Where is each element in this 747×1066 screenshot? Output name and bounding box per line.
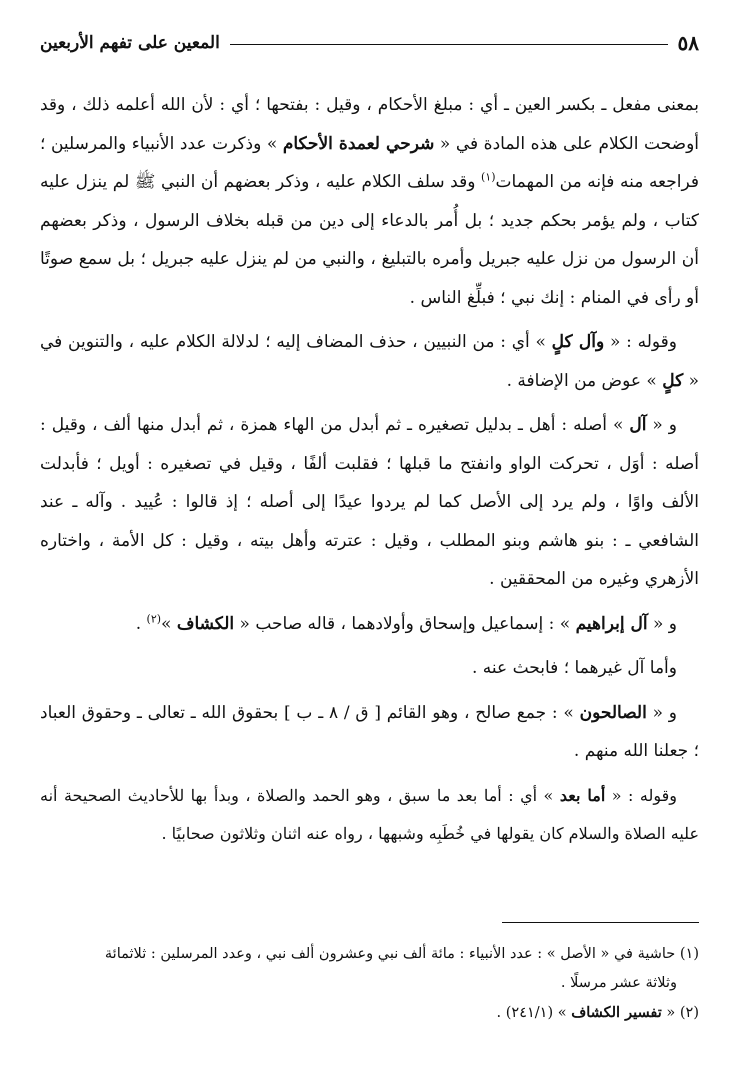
paragraph-4-text-e: »: [161, 613, 177, 634]
page-number: ٥٨: [677, 31, 699, 55]
paragraph-5: وأما آل غيرهما ؛ فابحث عنه .: [472, 658, 677, 678]
paragraph-7-text-a: وقوله : «: [605, 785, 678, 805]
paragraph-2-text-e: » عوض من الإضافة .: [506, 370, 663, 391]
paragraph-2: [40, 323, 699, 400]
running-title: المعين على تفهم الأربعين: [40, 33, 220, 53]
footnote-1-line-1: (١) حاشية في « الأصل » : عدد الأنبياء : مائة ألف نبي وعشرون ألف نبي ، وعدد المرسلين : ثلاثمائة: [104, 946, 699, 962]
paragraph-6-text-a: و «: [646, 702, 677, 723]
term-salihun: الصالحون: [579, 702, 647, 723]
term-wa-aal-kull: وآل كلٍ: [551, 332, 605, 352]
footnote-1-continuation: وثلاثة عشر مرسلًا .: [560, 975, 677, 991]
term-aal: آل: [629, 415, 647, 435]
footnote-separator: [502, 922, 699, 923]
paragraph-3-text-c: » أصله : أهل ـ بدليل تصغيره ـ ثم أبدل من الهاء همزة ، ثم أبدل منها ألف ، وقيل : أصله : أوَل ، تحركت الواو وانفتح ما قبلها ؛ فقلبت ألفًا ، وقيل في تصغيره : أويل ؛ فأبدلت الألف واوًا ، ولم يرد إلى الأصل كما لم يردوا عيدًا إلى أصله ؛ إذ قالوا : عُييد . وآله ـ عند الشافعي ـ : بنو هاشم وبنو المطلب ، وقيل : عترته وأهل بيته ، وقيل : كل الأمة ، واختاره الأزهري وغيره من المحققين .: [40, 415, 699, 589]
book-title-umdah: شرحي لعمدة الأحكام: [282, 133, 435, 154]
footnote-ref-1[interactable]: (١): [480, 170, 496, 184]
book-title-kashshaf: الكشاف: [176, 613, 235, 634]
footnote-ref-2[interactable]: (٢): [146, 611, 162, 625]
paragraph-6: [40, 694, 699, 771]
main-text: [40, 86, 699, 859]
paragraph-6-text-c: » : جمع صالح ، وهو القائم [ ق / ٨ ـ ب ] بحقوق الله ـ تعالى ـ وحقوق العباد ؛ جعلنا الله منهم .: [40, 702, 699, 761]
footnote-2-text-a: (٢) «: [661, 1005, 699, 1021]
term-amma-bad: أما بعد: [559, 785, 606, 805]
paragraph-7: [40, 777, 699, 853]
paragraph-1: [40, 86, 699, 317]
paragraph-4-text-c: » : إسماعيل وإسحاق وأولادهما ، قاله صاحب «: [234, 613, 576, 634]
paragraph-7-text-c: » أي : أما بعد ما سبق ، وهو الحمد والصلاة ، وبدأ بها للأحاديث الصحيحة أنه عليه الصلاة والسلام كان يقولها في خُطَبِه وشبهها ، رواه عنه اثنان وثلاثون صحابيًا .: [40, 785, 699, 843]
footnote-1: [40, 940, 699, 969]
paragraph-4: [40, 605, 699, 644]
paragraph-4-text-a: و «: [647, 613, 677, 634]
paragraph-4-text-f: .: [135, 613, 147, 634]
footnote-2-text-c: » (٢٤١/١) .: [496, 1005, 572, 1021]
page-header: [40, 30, 699, 56]
header-rule: [230, 44, 668, 45]
paragraph-1-text-c: » وذكرت عدد الأنبياء والمرسلين ؛ فراجعه منه فإنه من المهمات: [40, 133, 699, 192]
paragraph-3: [40, 406, 699, 599]
paragraph-3-text-a: و «: [646, 415, 677, 435]
term-kull: كلٍ: [662, 370, 684, 391]
paragraph-2-text-a: وقوله : «: [604, 332, 678, 352]
footnotes: [40, 940, 699, 1028]
paragraph-1-text-d: وقد سلف الكلام عليه ، وذكر بعضهم أن النبي ﷺ لم ينزل عليه كتاب ، ولم يؤمر بحكم جديد ؛ بل أُمر بالدعاء إلى دين من قبله بخلاف الرسول ، وذكر بعضهم أن الرسول من نزل عليه جبريل وأمره بالتبليغ ، والنبي من لم ينزل عليه جبريل ؛ بل سمع صوتًا أو رأى في المنام : إنك نبي ؛ فبلِّغ الناس .: [40, 172, 699, 308]
footnote-2-book-title: تفسير الكشاف: [571, 1004, 662, 1021]
paragraph-1-text-a: بمعنى مفعل ـ بكسر العين ـ أي : مبلغ الأحكام ، وقيل : بفتحها ؛ أي : لأن الله أعلمه ذلك ، وقد أوضحت الكلام على هذه المادة في «: [40, 95, 699, 154]
footnote-2: [40, 998, 699, 1028]
term-aal-ibrahim: آل إبراهيم: [575, 613, 648, 634]
paragraph-2-text-c: » أي : من النبيين ، حذف المضاف إليه ؛ لدلالة الكلام عليه ، والتنوين في «: [40, 332, 699, 391]
